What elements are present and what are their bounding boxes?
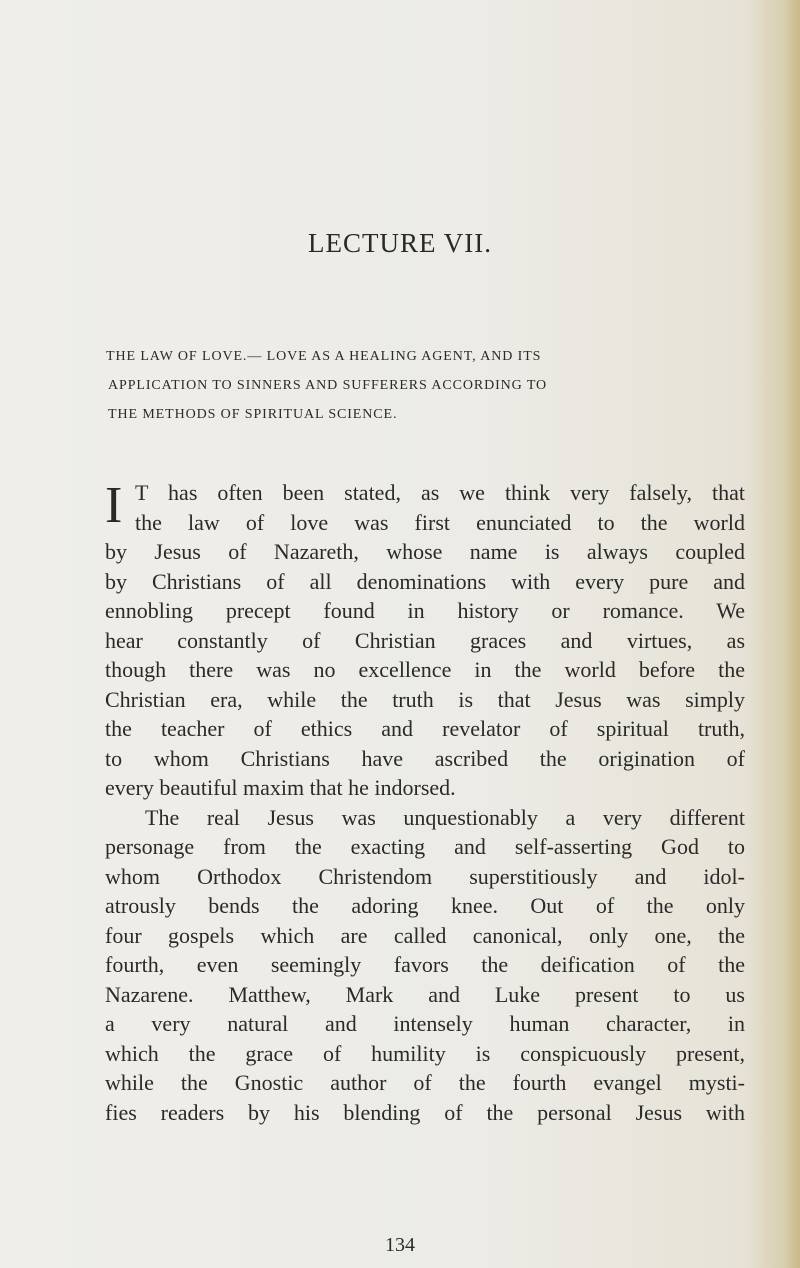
page-number: 134 (385, 1234, 415, 1256)
text-line: to whom Christians have ascribed the origination of (105, 745, 745, 771)
text-line: Nazarene. Matthew, Mark and Luke present to us (105, 981, 745, 1007)
text-line: personage from the exacting and self-asserting God to (105, 834, 745, 859)
text-line: fourth, even seemingly favors the deification of the (105, 952, 745, 977)
text-line: atrously bends the adoring knee. Out of the only (105, 893, 745, 918)
body-text (105, 478, 745, 1127)
chapter-summary (106, 342, 726, 429)
text-line: whom Orthodox Christendom superstitiously and idol- (105, 863, 745, 889)
text-line: T has often been stated, as we think very falsely, that (135, 480, 745, 505)
text-line: every beautiful maxim that he indorsed. (105, 775, 456, 800)
text-line: four gospels which are called canonical, only one, the (105, 922, 745, 948)
text-line: hear constantly of Christian graces and virtues, as (105, 627, 745, 653)
text-line: by Christians of all denominations with every pure and (105, 568, 745, 594)
text-line: ennobling precept found in history or romance. We (105, 598, 745, 623)
text-line: the law of love was first enunciated to the world (135, 509, 745, 535)
summary-line: APPLICATION TO SINNERS AND SUFFERERS ACCORDING TO (108, 378, 548, 393)
text-line: while the Gnostic author of the fourth evangel mysti- (105, 1070, 745, 1095)
lecture-title: LECTURE VII. (308, 228, 492, 258)
text-line: The real Jesus was unquestionably a very different (145, 804, 745, 830)
opening-paragraph-start (105, 478, 745, 537)
text-line: which the grace of humility is conspicuously present, (105, 1040, 745, 1066)
summary-line: THE METHODS OF SPIRITUAL SCIENCE. (108, 407, 398, 422)
text-line: a very natural and intensely human character, in (105, 1011, 745, 1036)
text-line: though there was no excellence in the world before the (105, 657, 745, 682)
drop-cap: I (105, 477, 123, 534)
summary-line: THE LAW OF LOVE.— LOVE AS A HEALING AGENT, AND ITS (106, 349, 542, 364)
text-line: fies readers by his blending of the personal Jesus with (105, 1099, 745, 1125)
text-line: the teacher of ethics and revelator of spiritual truth, (105, 716, 745, 741)
text-line: by Jesus of Nazareth, whose name is always coupled (105, 539, 745, 564)
text-line: Christian era, while the truth is that Jesus was simply (105, 686, 745, 712)
page-edge-shadow (786, 0, 800, 1268)
